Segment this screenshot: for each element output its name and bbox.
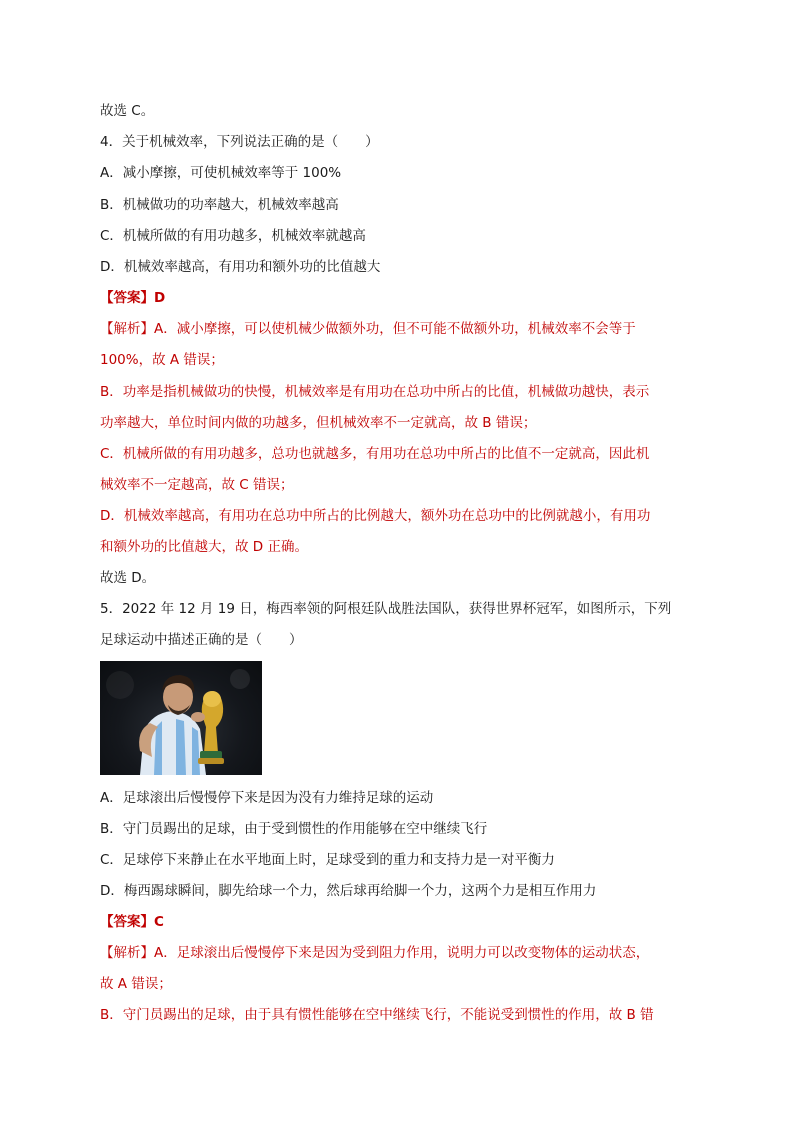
- text-line: C．机械所做的有用功越多，机械效率就越高: [100, 228, 366, 244]
- text-line: 故选 D。: [100, 570, 156, 586]
- text-line: 100%，故 A 错误；: [100, 352, 224, 368]
- text-line: 功率越大，单位时间内做的功越多，但机械效率不一定就高，故 B 错误；: [100, 415, 537, 431]
- text-line: B．功率是指机械做功的快慢，机械效率是有用功在总功中所占的比值，机械做功越快，表示: [100, 384, 650, 400]
- text-line: D．机械效率越高，有用功和额外功的比值越大: [100, 259, 381, 275]
- text-line: 足球运动中描述正确的是（ ）: [100, 632, 303, 648]
- text-line: 故 A 错误；: [100, 976, 172, 992]
- text-line: 故选 C。: [100, 103, 155, 119]
- text-line: 【答案】C: [100, 914, 164, 930]
- text-line: 【解析】A．足球滚出后慢慢停下来是因为受到阻力作用，说明力可以改变物体的运动状态，: [100, 945, 650, 961]
- text-line: 【答案】D: [100, 290, 166, 306]
- text-line: 和额外功的比值越大，故 D 正确。: [100, 539, 308, 555]
- text-line: B．守门员踢出的足球，由于具有惯性能够在空中继续飞行，不能说受到惯性的作用，故 B 错: [100, 1007, 654, 1023]
- text-line: D．梅西踢球瞬间，脚先给球一个力，然后球再给脚一个力，这两个力是相互作用力: [100, 883, 597, 899]
- text-line: D．机械效率越高，有用功在总功中所占的比例越大，额外功在总功中的比例就越小，有用功: [100, 508, 651, 524]
- photo-illustration: [100, 661, 262, 775]
- text-line: 4．关于机械效率，下列说法正确的是（ ）: [100, 134, 379, 150]
- text-line: A．足球滚出后慢慢停下来是因为没有力维持足球的运动: [100, 790, 434, 806]
- text-line: 【解析】A．减小摩擦，可以使机械少做额外功，但不可能不做额外功，机械效率不会等于: [100, 321, 636, 337]
- text-line: B．机械做功的功率越大，机械效率越高: [100, 197, 339, 213]
- text-line: 械效率不一定越高，故 C 错误；: [100, 477, 294, 493]
- text-line: B．守门员踢出的足球，由于受到惯性的作用能够在空中继续飞行: [100, 821, 488, 837]
- text-line: 5．2022 年 12 月 19 日，梅西率领的阿根廷队战胜法国队，获得世界杯冠军，如图所示，下列: [100, 601, 672, 617]
- messi-trophy-photo: [100, 661, 262, 775]
- text-line: A．减小摩擦，可使机械效率等于 100%: [100, 165, 342, 181]
- text-line: C．足球停下来静止在水平地面上时，足球受到的重力和支持力是一对平衡力: [100, 852, 555, 868]
- text-line: C．机械所做的有用功越多，总功也就越多，有用功在总功中所占的比值不一定就高，因此机: [100, 446, 650, 462]
